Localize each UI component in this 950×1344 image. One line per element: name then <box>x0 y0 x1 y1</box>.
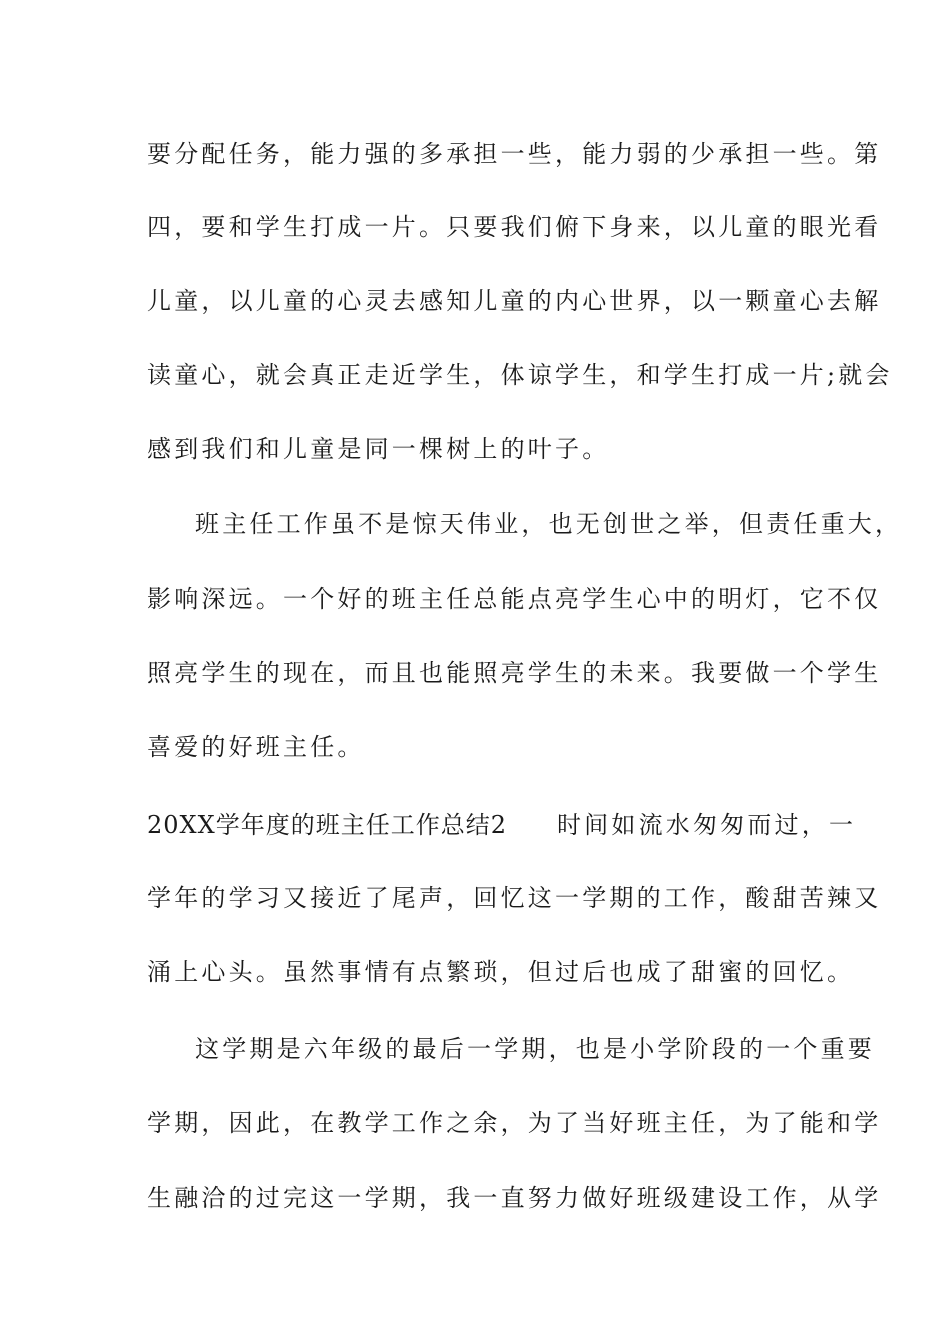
text-line: 要分配任务，能力强的多承担一些，能力弱的少承担一些。第 <box>147 140 882 168</box>
text-line: 这学期是六年级的最后一学期，也是小学阶段的一个重要 <box>195 1035 875 1063</box>
text-line: 影响深远。一个好的班主任总能点亮学生心中的明灯，它不仅 <box>147 585 882 613</box>
text-line: 喜爱的好班主任。 <box>147 733 365 761</box>
section-title: 20XX学年度的班主任工作总结2 <box>147 811 507 839</box>
text-line: 学年的学习又接近了尾声，回忆这一学期的工作，酸甜苦辣又 <box>147 884 882 912</box>
text-line: 学期，因此，在教学工作之余，为了当好班主任，为了能和学 <box>147 1109 882 1137</box>
section-heading-line <box>147 810 856 840</box>
text-line: 生融洽的过完这一学期，我一直努力做好班级建设工作，从学 <box>147 1184 882 1212</box>
text-line: 感到我们和儿童是同一棵树上的叶子。 <box>147 435 610 463</box>
text-line: 涌上心头。虽然事情有点繁琐，但过后也成了甜蜜的回忆。 <box>147 958 855 986</box>
text-line: 时间如流水匆匆而过，一 <box>556 811 857 839</box>
text-line: 读童心，就会真正走近学生，体谅学生，和学生打成一片;就会 <box>147 361 893 389</box>
text-line: 照亮学生的现在，而且也能照亮学生的未来。我要做一个学生 <box>147 659 882 687</box>
text-line: 儿童，以儿童的心灵去感知儿童的内心世界，以一颗童心去解 <box>147 287 882 315</box>
text-line: 四，要和学生打成一片。只要我们俯下身来，以儿童的眼光看 <box>147 213 882 241</box>
text-line: 班主任工作虽不是惊天伟业，也无创世之举，但责任重大， <box>195 510 903 538</box>
